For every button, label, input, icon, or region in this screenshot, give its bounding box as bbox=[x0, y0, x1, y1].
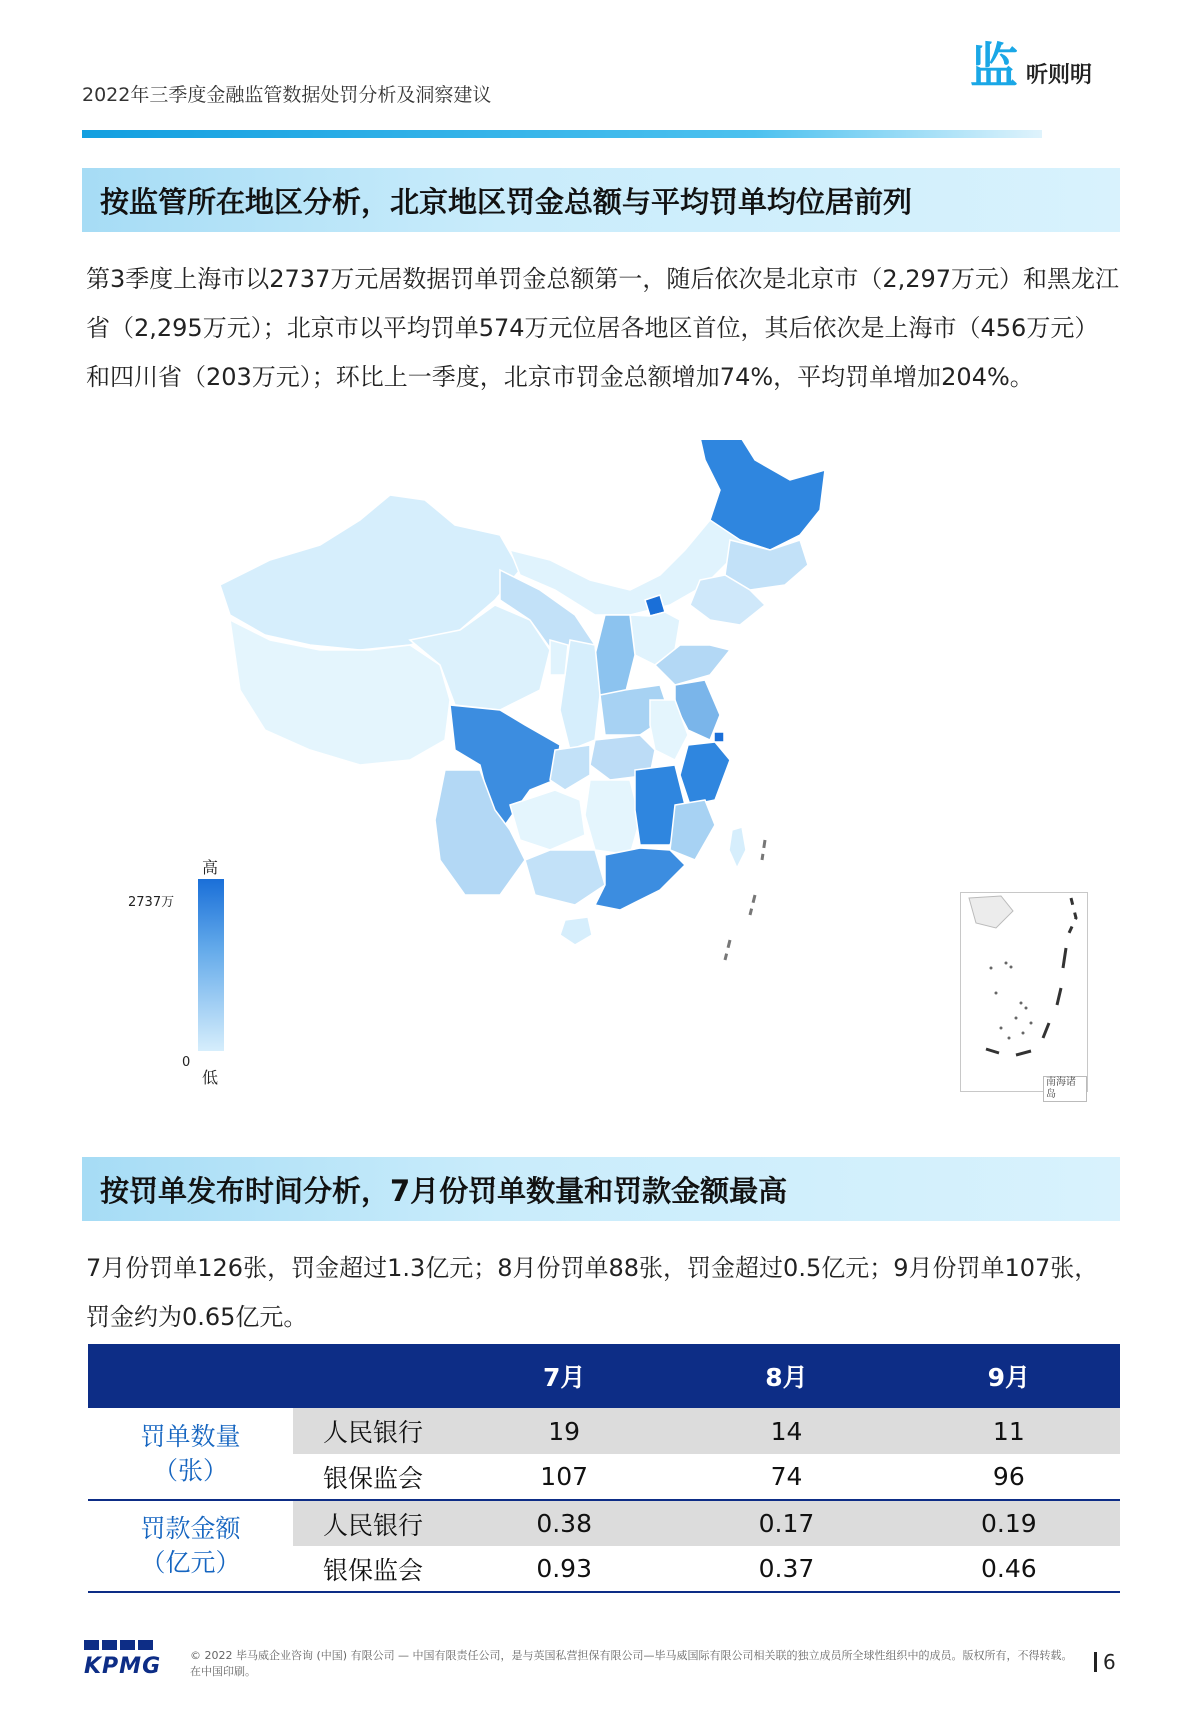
column-header-sep: 9月 bbox=[898, 1344, 1120, 1408]
document-title: 2022年三季度金融监管数据处罚分析及洞察建议 bbox=[82, 84, 492, 106]
table-cell: 0.37 bbox=[675, 1546, 897, 1592]
table-cell: 19 bbox=[453, 1408, 675, 1454]
legend-low-label: 低 bbox=[202, 1068, 219, 1087]
group-label-count bbox=[88, 1408, 293, 1500]
region-ningxia bbox=[550, 640, 568, 675]
legend-max-value: 2737万 bbox=[128, 895, 175, 910]
table-header-row bbox=[88, 1344, 1120, 1408]
legend-min-value: 0 bbox=[182, 1055, 191, 1070]
inset-label: 南海诸岛 bbox=[1043, 1076, 1087, 1102]
table-cell: 96 bbox=[898, 1454, 1120, 1500]
kpmg-logo bbox=[84, 1640, 164, 1679]
table-cell: 0.17 bbox=[675, 1500, 897, 1546]
table-cell: 0.19 bbox=[898, 1500, 1120, 1546]
monthly-penalty-table bbox=[88, 1344, 1120, 1593]
brand-logo-text: 听则明 bbox=[1026, 62, 1093, 88]
brand-logo-char: 监 bbox=[970, 38, 1019, 94]
region-analysis-paragraph: 第3季度上海市以2737万元居数据罚单罚金总额第一，随后依次是北京市（2,297万元）和黑龙江省（2,295万元）；北京市以平均罚单574万元位居各地区首位，其后依次是上海市（456万元）和四川省（203万元）；环比上一季度，北京市罚金总额增加74%，平均罚单增加204%。 bbox=[86, 265, 1120, 391]
kpmg-logo-boxes bbox=[84, 1640, 164, 1650]
section-heading-region: 按监管所在地区分析，北京地区罚金总额与平均罚单均位居前列 bbox=[82, 168, 1120, 232]
column-header-jul: 7月 bbox=[453, 1344, 675, 1408]
table-cell: 14 bbox=[675, 1408, 897, 1454]
table-cell: 0.46 bbox=[898, 1546, 1120, 1592]
group-label-line: 罚单数量 bbox=[140, 1421, 241, 1451]
page-number: 6 bbox=[1094, 1652, 1116, 1672]
south-china-sea-inset bbox=[960, 892, 1088, 1100]
sea-boundary-marks bbox=[725, 840, 765, 960]
time-analysis-paragraph: 7月份罚单126张，罚金超过1.3亿元；8月份罚单88张，罚金超过0.5亿元；9月份罚单107张，罚金约为0.65亿元。 bbox=[86, 1254, 1099, 1331]
column-header-aug: 8月 bbox=[675, 1344, 897, 1408]
region-zhejiang bbox=[680, 742, 730, 805]
map-legend bbox=[120, 855, 230, 1085]
region-hainan bbox=[560, 917, 592, 945]
region-fujian bbox=[670, 800, 715, 860]
region-shanxi bbox=[595, 615, 635, 695]
inset-map-graphic bbox=[961, 893, 1089, 1093]
row-label: 人民银行 bbox=[293, 1408, 453, 1454]
header-divider bbox=[82, 130, 1042, 138]
section-heading-time: 按罚单发布时间分析，7月份罚单数量和罚款金额最高 bbox=[82, 1157, 1120, 1221]
group-label-unit: （亿元） bbox=[140, 1548, 241, 1577]
group-label-amount bbox=[88, 1500, 293, 1592]
region-hunan bbox=[585, 780, 640, 855]
table-cell: 0.38 bbox=[453, 1500, 675, 1546]
group-label-unit: （张） bbox=[152, 1455, 228, 1485]
row-label: 银保监会 bbox=[293, 1546, 453, 1592]
china-choropleth-map bbox=[210, 440, 930, 1060]
region-chongqing bbox=[550, 745, 590, 790]
region-shanghai bbox=[714, 732, 724, 742]
table-row bbox=[88, 1500, 1120, 1546]
table-cell: 0.93 bbox=[453, 1546, 675, 1592]
region-taiwan bbox=[729, 827, 746, 868]
table-cell: 107 bbox=[453, 1454, 675, 1500]
table-header-blank bbox=[88, 1344, 293, 1408]
region-guangxi bbox=[525, 850, 605, 905]
group-label-line: 罚款金额 bbox=[140, 1514, 241, 1543]
brand-logo bbox=[970, 38, 1093, 94]
legend-color-bar bbox=[198, 879, 224, 1051]
kpmg-logo-text: KPMG bbox=[84, 1654, 162, 1679]
legend-high-label: 高 bbox=[202, 858, 219, 877]
region-guangdong bbox=[595, 848, 685, 910]
table-header-blank-2 bbox=[293, 1344, 453, 1408]
row-label: 银保监会 bbox=[293, 1454, 453, 1500]
table-cell: 74 bbox=[675, 1454, 897, 1500]
table-cell: 11 bbox=[898, 1408, 1120, 1454]
table-row bbox=[88, 1408, 1120, 1454]
row-label: 人民银行 bbox=[293, 1500, 453, 1546]
copyright-notice: © 2022 毕马威企业咨询 (中国) 有限公司 — 中国有限责任公司，是与英国私营担保有限公司—毕马威国际有限公司相关联的独立成员所全球性组织中的成员。版权所有，不得转载。在中国印刷。 bbox=[190, 1649, 1073, 1678]
